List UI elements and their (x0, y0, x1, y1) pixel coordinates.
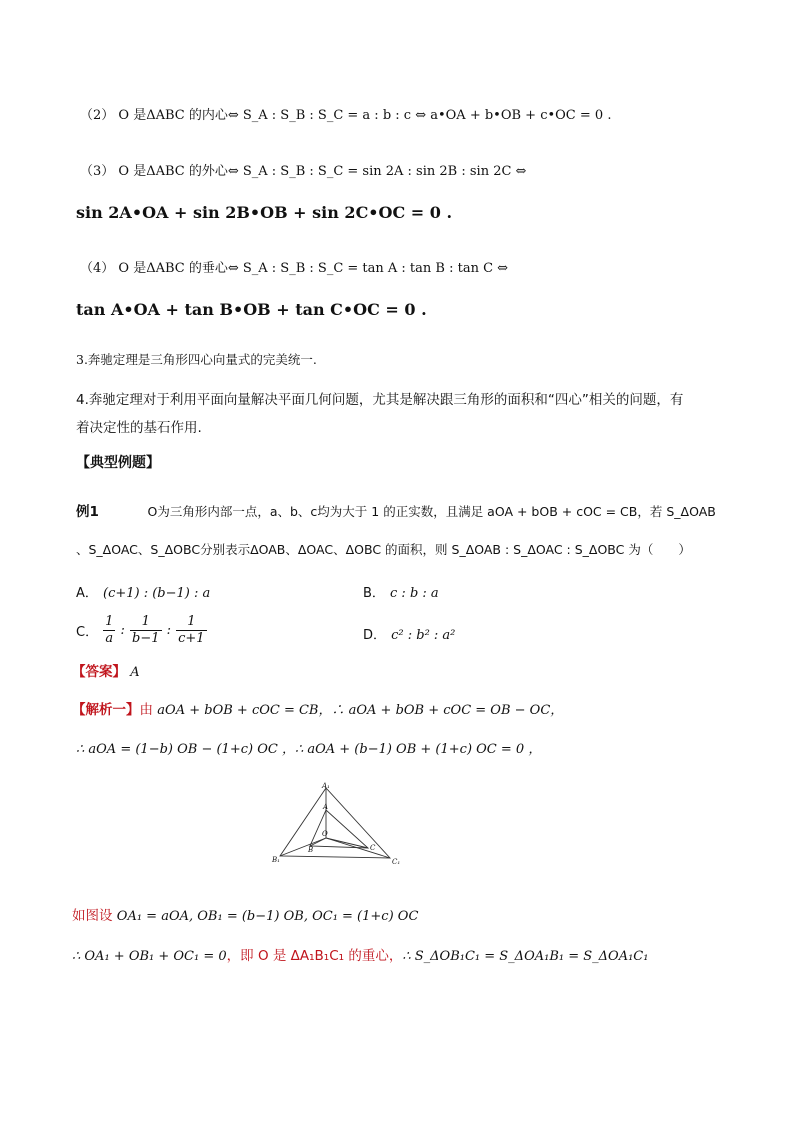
option-d-label: D． (363, 628, 387, 643)
label-c: C (370, 844, 376, 852)
segment-ob (310, 838, 326, 846)
label-b1: B₁ (272, 856, 280, 864)
analysis-formula-2: ∴ aOA = (1−b) OB − (1+c) OC ，∴ aOA + (b−1) OB + (1+c) OC = 0 ， (76, 742, 542, 757)
item-4-text: （4） O 是ΔABC 的垂心⇔ S_A : S_B : S_C = tan A : tan B : tan C ⇔ (80, 261, 509, 276)
option-b-label: B． (363, 586, 385, 601)
answer (72, 660, 140, 680)
analysis-formula-5: ∴ S_ΔOB₁C₁ = S_ΔOA₁B₁ = S_ΔOA₁C₁ (402, 949, 649, 964)
analysis-pre: 由 (139, 702, 153, 718)
item-4-line2 (76, 300, 427, 319)
triangle-figure (270, 780, 410, 868)
analysis-label: 【解析一】 (72, 702, 140, 718)
example-label: 例1 (76, 504, 99, 520)
option-a[interactable] (76, 582, 210, 601)
option-c[interactable]: C． $\frac{1}{a}$ : $\frac{1}{b-1}$ : $\frac{1}{c+1}$ (76, 614, 205, 646)
label-a1: A₁ (322, 782, 330, 790)
analysis-formula-4: ∴ OA₁ + OB₁ + OC₁ = 0 (72, 949, 227, 964)
analysis-line4-mid: ，即 O 是 ΔA₁B₁C₁ 的重心， (226, 948, 403, 964)
example-text-1: O为三角形内部一点，a、b、c均为大于 1 的正实数，且满足 aOA + bOB + cOC = CB，若 S_ΔOAB (147, 504, 716, 519)
item-3-line2 (76, 203, 452, 222)
analysis-line4 (72, 944, 648, 964)
analysis-formula-1: aOA + bOB + cOC = CB，∴ aOA + bOB + cOC = OB − OC， (157, 703, 564, 718)
example-line2 (76, 540, 691, 558)
option-c-frac-1: $\frac{1}{a}$ (105, 614, 114, 646)
example-text-2: 、S_ΔOAC、S_ΔOBC分别表示ΔOAB、ΔOAC、ΔOBC 的面积，则 S_ΔOAB : S_ΔOAC : S_ΔOBC 为（ ） (76, 542, 691, 557)
item-3-line1 (80, 160, 526, 179)
item-2-text: （2） O 是ΔABC 的内心⇔ S_A : S_B : S_C = a : b : c ⇔ a•OA + b•OB + c•OC = 0 . (80, 108, 612, 123)
item-2 (80, 104, 611, 123)
option-a-text: (c+1) : (b−1) : a (103, 586, 211, 601)
answer-label: 【答案】 (72, 664, 126, 680)
section-heading: 【典型例题】 (76, 455, 160, 471)
item-3-text: （3） O 是ΔABC 的外心⇔ S_A : S_B : S_C = sin 2A : sin 2B : sin 2C ⇔ (80, 164, 527, 179)
option-b[interactable] (363, 582, 439, 601)
label-o: O (322, 830, 328, 838)
segment-ob1 (280, 838, 326, 856)
example-line1 (76, 500, 716, 520)
label-c1: C₁ (392, 858, 401, 866)
option-c-frac-2: $\frac{1}{b-1}$ (132, 614, 160, 646)
analysis-line1 (72, 698, 563, 718)
item-4-formula: tan A•OA + tan B•OB + tan C•OC = 0 . (76, 300, 427, 319)
label-b: B (308, 846, 314, 854)
analysis-formula-3: OA₁ = aOA, OB₁ = (b−1) OB, OC₁ = (1+c) OC (116, 909, 419, 924)
label-a: A (323, 803, 329, 811)
point-4-line1: 4.奔驰定理对于利用平面向量解决平面几何问题，尤其是解决跟三角形的面积和“四心”相关的问题，有 (76, 392, 684, 408)
option-d-text: c² : b² : a² (391, 628, 456, 643)
option-c-label: C． (76, 625, 99, 640)
analysis-line2 (76, 738, 541, 757)
item-4-line1 (80, 257, 508, 276)
option-b-text: c : b : a (390, 586, 439, 601)
analysis-line3-pre: 如图设 (72, 908, 113, 924)
analysis-line3 (72, 904, 418, 924)
point-4-line2: 着决定性的基石作用. (76, 420, 202, 436)
point-3: 3.奔驰定理是三角形四心向量式的完美统一. (76, 352, 317, 367)
answer-value: A (130, 665, 140, 680)
option-c-frac-3: $\frac{1}{c+1}$ (178, 614, 205, 646)
option-d[interactable] (363, 624, 455, 643)
item-3-formula: sin 2A•OA + sin 2B•OB + sin 2C•OC = 0 . (76, 203, 453, 222)
option-a-label: A． (76, 586, 98, 601)
